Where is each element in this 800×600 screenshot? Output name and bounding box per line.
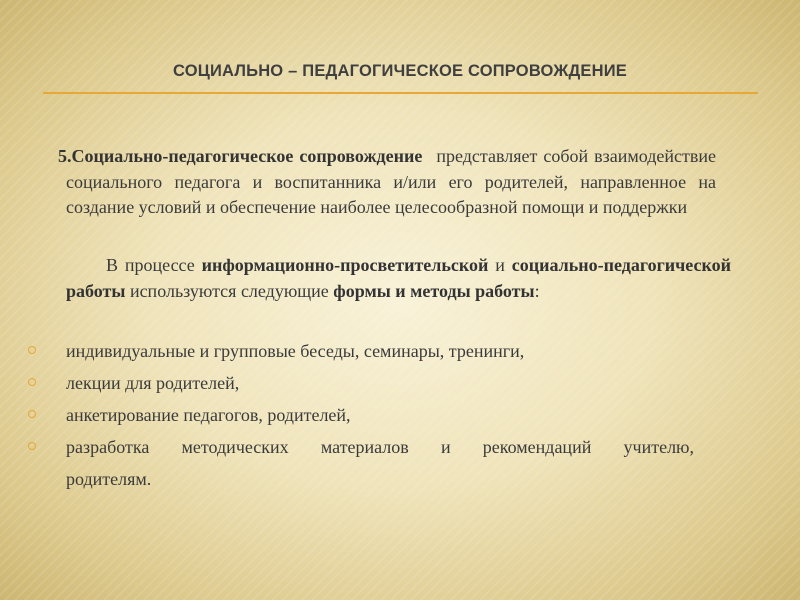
list-item-text: анкетирование педагогов, родителей, xyxy=(66,405,351,425)
list-item-text: индивидуальные и групповые беседы, семинары, тренинги, xyxy=(66,341,525,361)
list-item xyxy=(0,435,800,463)
slide-title: СОЦИАЛЬНО – ПЕДАГОГИЧЕСКОЕ СОПРОВОЖДЕНИЕ xyxy=(172,62,628,80)
methods-text-2: и xyxy=(488,255,512,275)
methods-bold-3: формы и методы работы xyxy=(333,280,535,301)
title-divider xyxy=(43,92,758,94)
methods-text-1: В процессе xyxy=(106,255,202,275)
bullet-circle-icon xyxy=(28,378,36,386)
definition-paragraph xyxy=(58,144,716,221)
bullet-circle-icon xyxy=(28,346,36,354)
bullet-circle-icon xyxy=(28,442,36,450)
definition-term: 5.Социально-педагогическое сопровождение xyxy=(58,146,423,166)
methods-text-3: используются следующие xyxy=(125,280,334,301)
methods-bold-1: информационно-просветительской xyxy=(201,255,489,275)
list-item-text: разработка методических материалов и рекомендаций учителю, xyxy=(66,437,694,457)
list-item-text: лекции для родителей, xyxy=(66,373,240,393)
list-item xyxy=(0,339,800,367)
list-item-continuation: родителям. xyxy=(66,469,152,489)
methods-bold-2: социально-педагогической работы xyxy=(66,255,731,301)
list-item xyxy=(0,371,800,399)
bullet-circle-icon xyxy=(28,410,36,418)
definition-text: представляет собой взаимодействие социального педагога и воспитанника и/или его родителей, направленное на создание условий и обеспечение наиболее целесообразной помощи и поддержки xyxy=(66,146,716,217)
methods-paragraph xyxy=(66,253,731,304)
list-item xyxy=(0,403,800,431)
methods-text-4: : xyxy=(534,280,540,301)
